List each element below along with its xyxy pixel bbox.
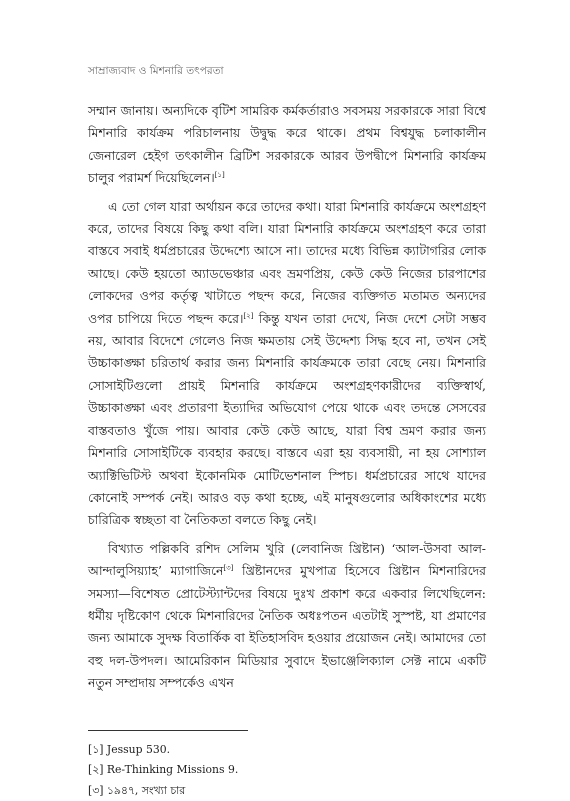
paragraph-1	[88, 100, 486, 190]
footnotes	[88, 740, 238, 801]
paragraph-2-continuation: কিন্তু যখন তারা দেখে, নিজ দেশে সেটা সম্ভব নয়, আবার বিদেশে গেলেও নিজ ক্ষমতায় সেই উদ্দেশ্য সিদ্ধ হবে না, তখন সেই উচ্চাকাঙ্ক্ষা চরিতার্থ করার জন্য মিশনারি কার্যক্রমকে তারা বেছে নেয়। মিশনারি সোসাইটিগুলো প্রায়ই মিশনারি কার্যক্রমে অংশগ্রহণকারীদের ব্যক্তিস্বার্থ, উচ্চাকাঙ্ক্ষা এবং প্রতারণা ইত্যাদির অভিযোগ পেয়ে থাকে এবং তদন্তে সেসবের বাস্তবতাও খুঁজে পায়। আবার কেউ কেউ আছে, যারা বিশ্ব ভ্রমণ করার জন্য মিশনারি সোসাইটিকে ব্যবহার করছে। বাস্তবে এরা হয় ব্যবসায়ী, না হয় সোশ্যাল অ্যাক্টিভিটিস্ট অথবা ইকোনমিক মোটিভেশনাল স্পিচ। ধর্মপ্রচারের সাথে যাদের কোনোই সম্পর্ক নেই। আরও বড় কথা হচ্ছে, এই মানুষগুলোর অধিকাংশের মধ্যে চারিত্রিক স্বচ্ছতা বা নৈতিকতা বলতে কিছু নেই।	[88, 310, 486, 528]
footnote-divider	[88, 730, 248, 731]
footnote-1: [১] Jessup 530.	[88, 743, 170, 756]
footnote-ref-1: [১]	[214, 171, 225, 180]
paragraph-2	[88, 196, 486, 532]
body-text	[88, 100, 486, 701]
footnote-3: [৩] ১৯৪৭, সংখ্যা চার	[88, 783, 186, 797]
footnote-ref-3: [৩]	[223, 564, 234, 572]
footnote-2: [২] Re-Thinking Missions 9.	[88, 763, 239, 777]
paragraph-1-text: সম্মান জানায়। অন্যদিকে বৃটিশ সামরিক কর্মকর্তারাও সবসময় সরকারকে সারা বিশ্বে মিশনারি কার্যক্রম পরিচালনায় উদ্বুদ্ধ করে থাকে। প্রথম বিশ্বযুদ্ধ চলাকালীন জেনারেল হেইগ তৎকালীন ব্রিটিশ সরকারকে আরব উপদ্বীপে মিশনারি কার্যক্রম চালুর পরামর্শ দিয়েছিলেন।	[88, 103, 486, 186]
paragraph-3-continuation: খ্রিষ্টানদের মুখপাত্র হিসেবে খ্রিষ্টান মিশনারিদের সমস্যা—বিশেষত প্রোটেস্ট্যান্টদের বিষয়ে দুঃখ প্রকাশ করে একবার লিখেছিলেন: ধর্মীয় দৃষ্টিকোণ থেকে মিশনারিদের নৈতিক অধঃপতন এতটাই সুস্পষ্ট, যা প্রমাণের জন্য আমাকে সুদক্ষ বিতার্কিক বা ইতিহাসবিদ হওয়ার প্রয়োজন নেই। আমাদের তো বহু দল-উপদল। আমেরিকান মিডিয়ার সুবাদে ইভাঞ্জেলিক্যাল সেক্ট নামে একটি নতুন সম্প্রদায় সম্পর্কেও এখন	[88, 563, 486, 691]
paragraph-2-text: এ তো গেল যারা অর্থায়ন করে তাদের কথা। যারা মিশনারি কার্যক্রমে অংশগ্রহণ করে, তাদের বিষয়ে কিছু কথা বলি। যারা মিশনারি কার্যক্রমে অংশগ্রহণ করে তারা বাস্তবে সবাই ধর্মপ্রচারের উদ্দেশ্যে আসে না। তাদের মধ্যে বিভিন্ন ক্যাটাগরির লোক আছে। কেউ হয়তো অ্যাডভেঞ্চার এবং ভ্রমণপ্রিয়, কেউ কেউ নিজের চারপাশের লোকদের ওপর কর্তৃত্ব খাটাতে পছন্দ করে, নিজের ব্যক্তিগত মতামত অন্যদের ওপর চাপিয়ে দিতে পছন্দ করে।	[88, 198, 486, 326]
paragraph-3-text: বিখ্যাত পল্লিকবি রশিদ সেলিম খুরি (লেবানিজ খ্রিষ্টান) ‘আল-উসবা আল-আন্দালুসিয়্যাহ’ ম্যাগাজিনে	[88, 540, 486, 579]
paragraph-3	[88, 538, 486, 695]
running-header: সাম্রাজ্যবাদ ও মিশনারি তৎপরতা	[88, 65, 224, 77]
footnote-ref-2: [২]	[243, 311, 254, 320]
